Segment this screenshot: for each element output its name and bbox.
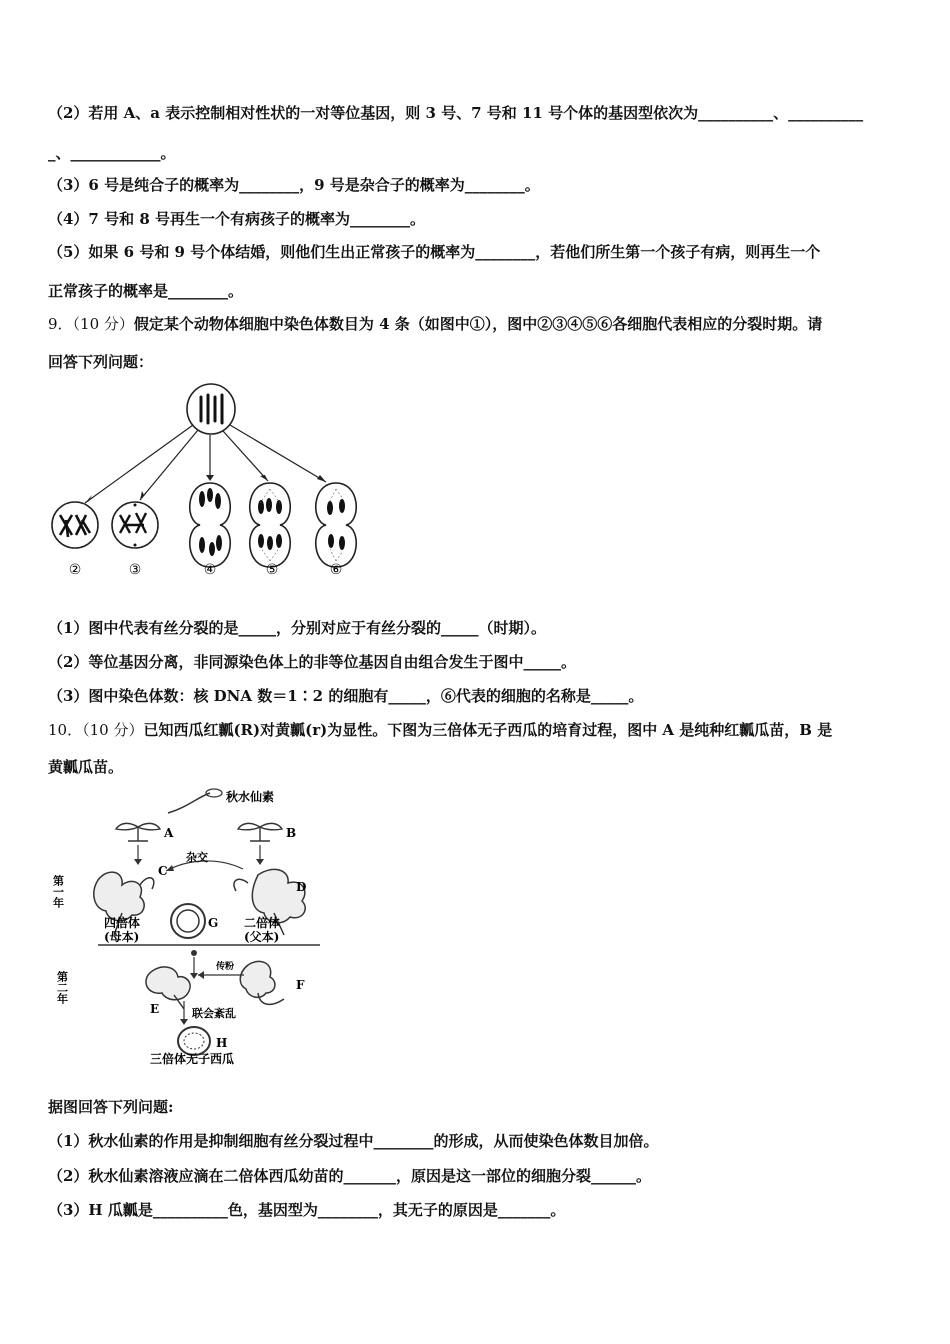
q9-part3: （3）图中染色体数：核 DNA 数＝1∶2 的细胞有_____，⑥代表的细胞的名称是_____。 bbox=[48, 687, 644, 705]
cell-5 bbox=[250, 483, 290, 567]
q10-stem-text: 已知西瓜红瓤(R)对黄瓤(r)为显性。下图为三倍体无子西瓜的培育过程，图中 A 是纯种红瓤瓜苗，B 是 bbox=[143, 721, 833, 739]
q9-part2: （2）等位基因分离，非同源染色体上的非等位基因自由组合发生于图中_____。 bbox=[48, 653, 576, 671]
cell-2 bbox=[52, 502, 98, 548]
mother-label: (母本) bbox=[104, 930, 140, 944]
seedling-a-icon bbox=[116, 823, 160, 841]
q10-stem-line2: 黄瓤瓜苗。 bbox=[48, 758, 124, 776]
cell-label-3: ③ bbox=[128, 562, 142, 578]
q10-part2: （2）秋水仙素溶液应滴在二倍体西瓜幼苗的_______，原因是这一部位的细胞分裂______。 bbox=[48, 1167, 651, 1185]
year1-label: 第一年 bbox=[51, 875, 65, 908]
tetraploid-label: 四倍体 bbox=[104, 916, 141, 930]
cross-label: 杂交 bbox=[186, 851, 208, 864]
q9-score: （10 分） bbox=[72, 315, 134, 333]
q9-stem-text: 假定某个动物体细胞中染色体数目为 4 条（如图中①），图中②③④⑤⑥各细胞代表相应的分裂时期。请 bbox=[133, 315, 823, 333]
pollinate-label: 传粉 bbox=[216, 962, 235, 972]
q9-part1: （1）图中代表有丝分裂的是_____，分别对应于有丝分裂的_____（时期）。 bbox=[48, 619, 546, 637]
cell-6 bbox=[316, 483, 356, 567]
plant-f-icon bbox=[240, 961, 284, 1004]
label-e: E bbox=[150, 1002, 160, 1016]
cell-label-4: ④ bbox=[203, 562, 217, 578]
dropper-icon bbox=[168, 793, 210, 813]
watermelon-breeding-figure bbox=[48, 785, 338, 1065]
cell-label-5: ⑤ bbox=[265, 562, 279, 578]
label-b: B bbox=[286, 826, 297, 840]
cell-1 bbox=[187, 384, 235, 434]
seedling-b-icon bbox=[238, 823, 282, 841]
q9-stem-line2: 回答下列问题： bbox=[48, 353, 154, 371]
diploid-label: 二倍体 bbox=[244, 916, 281, 930]
q9-number: 9． bbox=[48, 315, 73, 333]
q10-score: （10 分） bbox=[82, 721, 144, 739]
q9-stem-line1 bbox=[48, 314, 908, 334]
q8-part5-line2: 正常孩子的概率是________。 bbox=[48, 282, 244, 300]
label-h: H bbox=[216, 1036, 228, 1050]
year2-label: 第二年 bbox=[55, 971, 69, 1004]
label-c: C bbox=[158, 864, 168, 878]
q10-part1: （1）秋水仙素的作用是抑制细胞有丝分裂过程中________的形成，从而使染色体数目加倍。 bbox=[48, 1132, 659, 1150]
link-label: 联会紊乱 bbox=[192, 1007, 236, 1020]
fruit-h-icon bbox=[178, 1027, 210, 1055]
cell-division-figure bbox=[40, 375, 370, 580]
q8-part2-line2: _、____________。 bbox=[48, 144, 176, 162]
cell-label-6: ⑥ bbox=[329, 562, 343, 578]
fruit-g-icon bbox=[171, 904, 205, 938]
q8-part3: （3）6 号是纯合子的概率为________，9 号是杂合子的概率为________。 bbox=[48, 176, 540, 194]
q8-part4: （4）7 号和 8 号再生一个有病孩子的概率为________。 bbox=[48, 210, 425, 228]
result-label: 三倍体无子西瓜 bbox=[150, 1052, 235, 1065]
colchicine-label: 秋水仙素 bbox=[226, 790, 275, 804]
q10-stem-line1 bbox=[48, 720, 908, 740]
label-g: G bbox=[208, 916, 219, 930]
cell-label-2: ② bbox=[68, 562, 82, 578]
label-f: F bbox=[296, 978, 305, 992]
q8-part2-line1: （2）若用 A、a 表示控制相对性状的一对等位基因，则 3 号、7 号和 11 号个体的基因型依次为__________、__________ bbox=[48, 104, 864, 122]
label-d: D bbox=[296, 880, 307, 894]
father-label: (父本) bbox=[244, 930, 280, 944]
q10-intro: 据图回答下列问题: bbox=[48, 1098, 174, 1116]
label-a: A bbox=[164, 826, 174, 840]
q10-part3: （3）H 瓜瓤是__________色，基因型为________，其无子的原因是_______。 bbox=[48, 1201, 566, 1219]
q8-part5-line1: （5）如果 6 号和 9 号个体结婚，则他们生出正常孩子的概率为________，若他们所生第一个孩子有病，则再生一个 bbox=[48, 243, 821, 261]
q10-number: 10． bbox=[48, 721, 83, 739]
